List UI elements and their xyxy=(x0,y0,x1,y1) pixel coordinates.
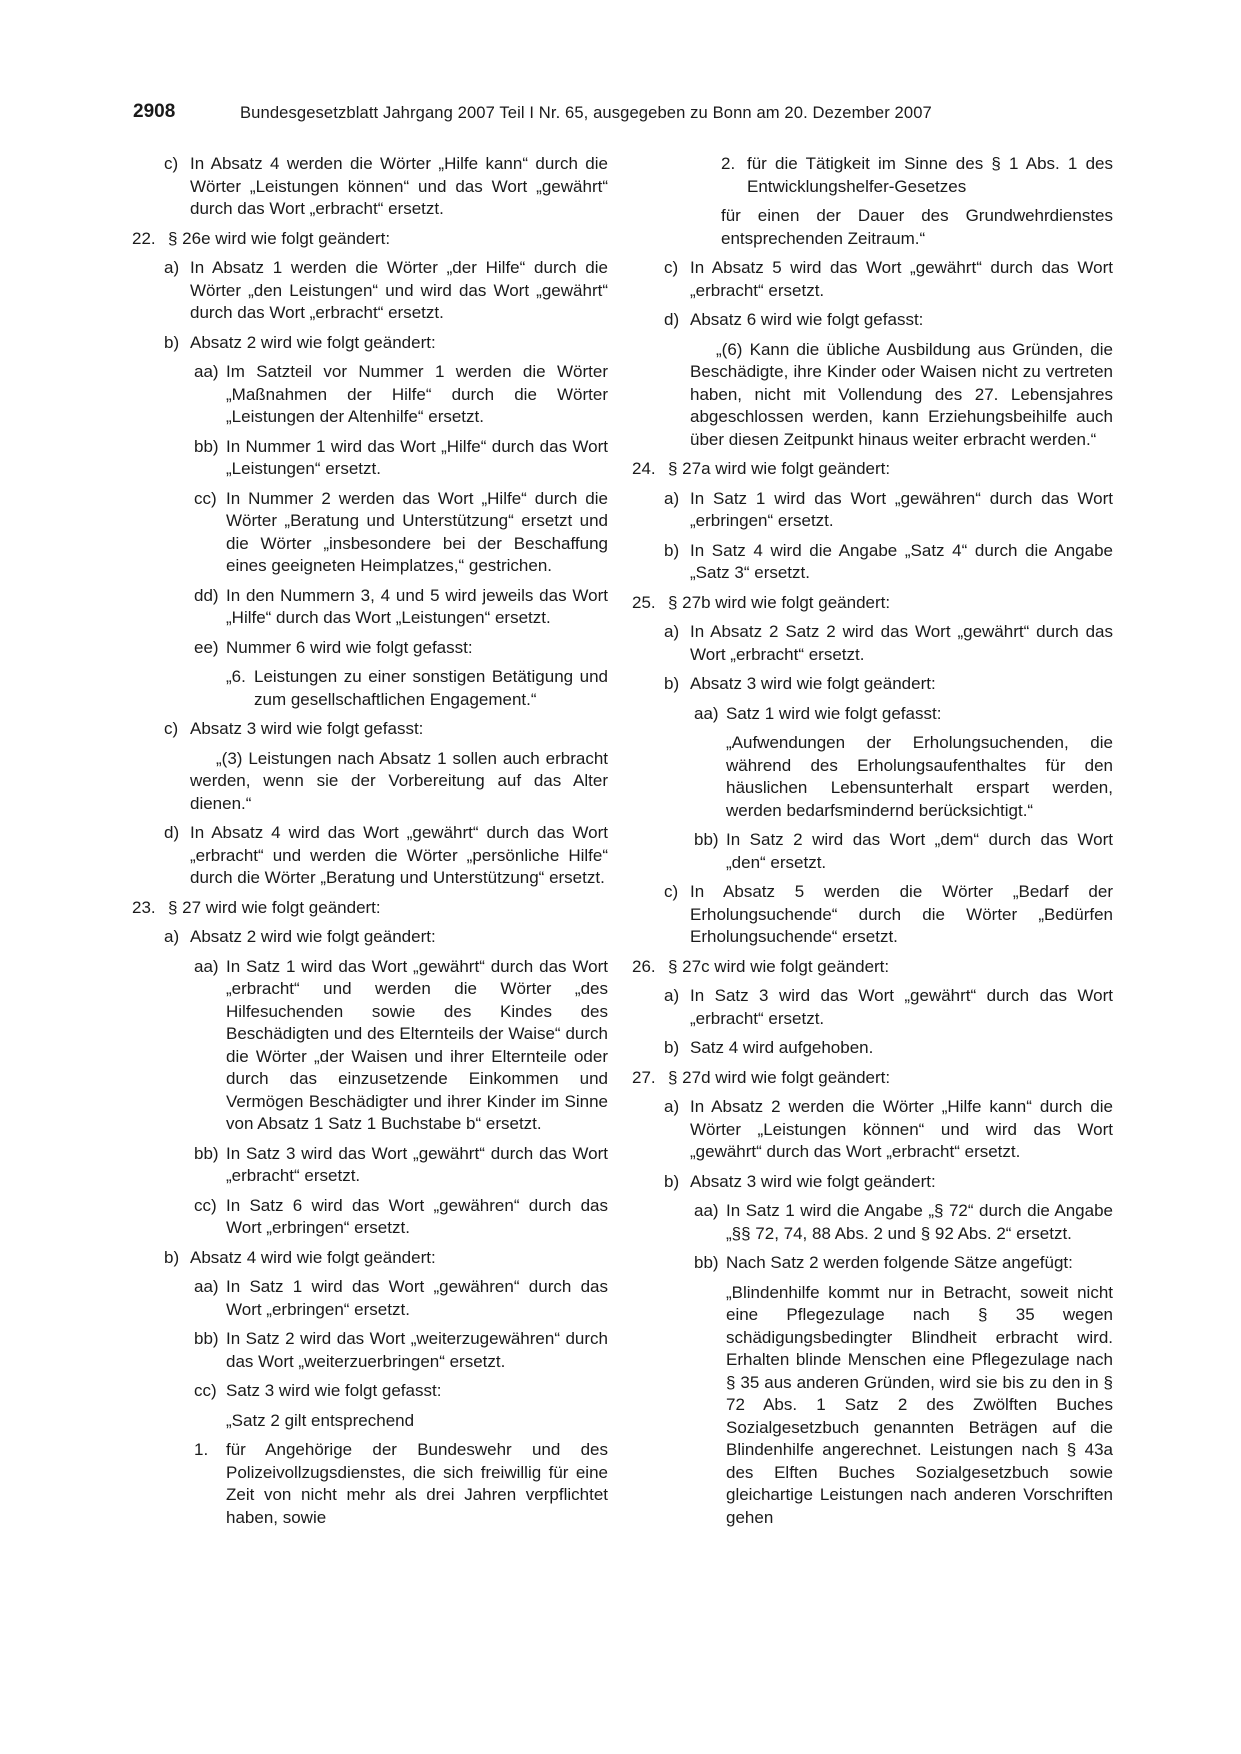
item-text: In Satz 3 wird das Wort „gewährt“ durch das Wort „erbracht“ ersetzt. xyxy=(690,986,1113,1028)
item-text: In Satz 2 wird das Wort „weiterzugewähren“ durch das Wort „weiterzuerbringen“ ersetzt. xyxy=(226,1329,608,1371)
item-text: In Satz 3 wird das Wort „gewährt“ durch das Wort „erbracht“ ersetzt. xyxy=(226,1143,608,1185)
item-label: c) xyxy=(164,719,179,738)
item-text: In Satz 1 wird das Wort „gewährt“ durch das Wort „erbracht“ und werden die Wörter „des Hilfesuchenden sowie des Kindes des Beschädigten und des Elternteils der Waise“ durch die Wörter „der Waisen und ihrer Elternteile oder durch das einzusetzende Einkommen und Vermögen Beschädigter und ihrer Kinder im Sinne von Absatz 1 Satz 1 Buchstabe b“ ersetzt. xyxy=(226,956,608,1133)
list-item xyxy=(664,1096,1113,1164)
list-item xyxy=(664,309,1113,332)
item-text: In Satz 6 wird das Wort „gewähren“ durch das Wort „erbringen“ ersetzt. xyxy=(226,1195,608,1237)
item-text: § 27 wird wie folgt geändert: xyxy=(168,897,381,917)
item-text: Satz 4 wird aufgehoben. xyxy=(690,1038,874,1057)
list-item xyxy=(694,1252,1113,1275)
item-label: cc) xyxy=(194,1381,217,1400)
list-item xyxy=(194,1195,608,1240)
item-text: In Satz 1 wird die Angabe „§ 72“ durch die Angabe „§§ 72, 74, 88 Abs. 2 und § 92 Abs. 2“ ersetzt. xyxy=(726,1201,1113,1243)
item-label: 2. xyxy=(721,154,736,173)
item-label: bb) xyxy=(694,1253,719,1272)
list-item xyxy=(194,1143,608,1188)
list-item xyxy=(694,703,1113,726)
item-text: In Absatz 5 werden die Wörter „Bedarf der Erholungsuchende“ durch die Wörter „Bedürfen Erholungsuchende“ ersetzt. xyxy=(690,882,1113,946)
list-item xyxy=(632,458,1113,481)
left-column xyxy=(132,153,608,1536)
item-label: aa) xyxy=(194,956,219,976)
list-item xyxy=(664,881,1113,949)
item-label: a) xyxy=(664,488,680,508)
item-label: c) xyxy=(664,258,679,277)
item-label: a) xyxy=(164,927,180,946)
item-text: § 27a wird wie folgt geändert: xyxy=(668,459,891,478)
item-text: In den Nummern 3, 4 und 5 wird jeweils das Wort „Hilfe“ durch das Wort „Leistungen“ ersetzt. xyxy=(226,585,608,627)
item-label: cc) xyxy=(194,1195,217,1215)
list-item xyxy=(164,822,608,890)
list-item xyxy=(664,621,1113,666)
list-item xyxy=(664,257,1113,302)
item-label: 26. xyxy=(632,956,656,976)
item-text: Absatz 3 wird wie folgt geändert: xyxy=(690,1171,936,1191)
item-label: a) xyxy=(664,1097,680,1116)
item-text: Absatz 4 wird wie folgt geändert: xyxy=(190,1247,436,1267)
list-item xyxy=(132,897,608,920)
item-text: Nummer 6 wird wie folgt gefasst: xyxy=(226,637,473,657)
item-label: b) xyxy=(664,1171,680,1191)
list-item xyxy=(164,1247,608,1270)
item-text: In Absatz 5 wird das Wort „gewährt“ durch das Wort „erbracht“ ersetzt. xyxy=(690,258,1113,300)
item-text: In Absatz 1 werden die Wörter „der Hilfe“ durch die Wörter „den Leistungen“ und wird das Wort „gewährt“ durch das Wort „erbracht“ ersetzt. xyxy=(190,258,608,322)
list-item xyxy=(194,585,608,630)
item-text: Absatz 2 wird wie folgt geändert: xyxy=(190,927,436,946)
item-label: aa) xyxy=(194,1277,219,1296)
item-label: b) xyxy=(664,674,680,693)
item-text: § 27c wird wie folgt geändert: xyxy=(668,956,890,976)
list-item xyxy=(664,1171,1113,1194)
list-item xyxy=(164,926,608,949)
list-item xyxy=(694,829,1113,874)
item-text: § 27b wird wie folgt geändert: xyxy=(668,592,891,612)
quote-paragraph: „(6) Kann die übliche Ausbildung aus Gründen, die Beschädigte, ihre Kinder oder Waisen nicht zu vertreten haben, nicht mit Vollendung des 27. Lebensjahres abgeschlossen werden, kann Erziehungsbeihilfe auch über diesen Zeitpunkt hinaus weiter erbracht werden.“ xyxy=(690,339,1113,449)
list-item xyxy=(632,956,1113,979)
quote-paragraph: für einen der Dauer des Grundwehrdienstes entsprechenden Zeitraum.“ xyxy=(721,206,1113,248)
page-number: 2908 xyxy=(133,101,176,122)
quote-paragraph: „Satz 2 gilt entsprechend xyxy=(226,1410,415,1430)
item-label: c) xyxy=(164,154,179,173)
item-label: 27. xyxy=(632,1067,656,1087)
item-label: „6. xyxy=(226,667,246,686)
item-label: aa) xyxy=(694,703,719,723)
item-label: b) xyxy=(664,540,680,560)
item-label: bb) xyxy=(194,1329,219,1348)
right-column xyxy=(632,153,1113,1536)
item-label: b) xyxy=(164,332,180,352)
item-label: ee) xyxy=(194,637,219,657)
list-item xyxy=(632,592,1113,615)
item-label: a) xyxy=(664,622,680,641)
quote-paragraph: „(3) Leistungen nach Absatz 1 sollen auch erbracht werden, wenn sie der Vorbereitung auf das Alter dienen.“ xyxy=(190,748,608,813)
list-item xyxy=(194,1328,608,1373)
list-item xyxy=(164,153,608,221)
list-item xyxy=(194,488,608,578)
item-label: a) xyxy=(164,258,180,277)
list-item xyxy=(664,985,1113,1030)
item-text: In Satz 2 wird das Wort „dem“ durch das Wort „den“ ersetzt. xyxy=(726,830,1113,872)
item-label: c) xyxy=(664,882,679,901)
item-text: Absatz 3 wird wie folgt geändert: xyxy=(690,674,936,693)
header-title: Bundesgesetzblatt Jahrgang 2007 Teil I Nr. 65, ausgegeben zu Bonn am 20. Dezember 2007 xyxy=(240,103,932,122)
item-text: In Absatz 2 Satz 2 wird das Wort „gewährt“ durch das Wort „erbracht“ ersetzt. xyxy=(690,622,1113,664)
list-item xyxy=(194,637,608,660)
list-item xyxy=(132,228,608,251)
item-label: 1. xyxy=(194,1440,209,1459)
list-item xyxy=(664,673,1113,696)
item-text: für Angehörige der Bundeswehr und des Polizeivollzugsdienstes, die sich freiwillig für eine Zeit von nicht mehr als drei Jahren verpflichtet haben, sowie xyxy=(226,1440,608,1527)
list-item xyxy=(664,1037,1113,1060)
item-text: Satz 3 wird wie folgt gefasst: xyxy=(226,1381,442,1400)
item-text: In Nummer 1 wird das Wort „Hilfe“ durch das Wort „Leistungen“ ersetzt. xyxy=(226,436,608,478)
page-header xyxy=(133,101,1113,127)
item-label: 24. xyxy=(632,459,656,478)
item-label: a) xyxy=(664,986,680,1005)
item-text: In Satz 1 wird das Wort „gewähren“ durch das Wort „erbringen“ ersetzt. xyxy=(690,488,1113,530)
item-text: In Satz 4 wird die Angabe „Satz 4“ durch die Angabe „Satz 3“ ersetzt. xyxy=(690,540,1113,582)
item-label: 23. xyxy=(132,897,156,917)
item-text: In Nummer 2 werden das Wort „Hilfe“ durch die Wörter „Beratung und Unterstützung“ ersetzt und die Wörter „insbesondere bei der Beschaffung eines geeigneten Heimplatzes,“ gestrichen. xyxy=(226,488,608,575)
item-text: Absatz 6 wird wie folgt gefasst: xyxy=(690,310,924,329)
item-text: Satz 1 wird wie folgt gefasst: xyxy=(726,703,942,723)
list-item xyxy=(632,1067,1113,1090)
item-text: Absatz 3 wird wie folgt gefasst: xyxy=(190,719,424,738)
list-item xyxy=(164,257,608,325)
item-label: dd) xyxy=(194,585,219,605)
item-text: In Satz 1 wird das Wort „gewähren“ durch das Wort „erbringen“ ersetzt. xyxy=(226,1277,608,1319)
item-text: § 26e wird wie folgt geändert: xyxy=(168,228,391,248)
item-label: d) xyxy=(164,823,180,842)
list-item xyxy=(194,361,608,429)
quote-paragraph: „Blindenhilfe kommt nur in Betracht, soweit nicht eine Pflegezulage nach § 35 wegen schädigungsbedingter Blindheit erbracht wird. Erhalten blinde Menschen eine Pflegezulage nach § 35 aus anderen Gründen, wird sie bis zu den in § 72 Abs. 1 Satz 2 des Zwölften Buches Sozialgesetzbuch genannten Beträgen auf die Blindenhilfe angerechnet. Leistungen nach § 43a des Elften Buches Sozialgesetzbuch sowie gleichartige Leistungen nach anderen Vorschriften gehen xyxy=(726,1282,1113,1527)
list-item xyxy=(164,332,608,355)
item-text: Leistungen zu einer sonstigen Betätigung und zum gesellschaftlichen Engagement.“ xyxy=(254,667,608,709)
list-item xyxy=(194,436,608,481)
item-label: b) xyxy=(664,1038,680,1057)
list-item xyxy=(194,956,608,1136)
item-text: Absatz 2 wird wie folgt geändert: xyxy=(190,332,436,352)
list-item xyxy=(194,1380,608,1403)
list-item xyxy=(721,153,1113,198)
item-text: Nach Satz 2 werden folgende Sätze angefügt: xyxy=(726,1253,1073,1272)
item-label: bb) xyxy=(194,436,219,456)
item-text: für die Tätigkeit im Sinne des § 1 Abs. 1 des Entwicklungshelfer-Gesetzes xyxy=(747,154,1113,196)
item-label: b) xyxy=(164,1247,180,1267)
item-text: In Absatz 2 werden die Wörter „Hilfe kann“ durch die Wörter „Leistungen können“ und wird das Wort „gewährt“ durch das Wort „erbracht“ ersetzt. xyxy=(690,1097,1113,1161)
item-label: bb) xyxy=(694,830,719,849)
quote-paragraph: „Aufwendungen der Erholungsuchenden, die während des Erholungsaufenthaltes für den häuslichen Lebensunterhalt erspart werden, werden bedarfsmindernd berücksichtigt.“ xyxy=(726,733,1113,820)
list-item xyxy=(194,1276,608,1321)
item-text: Im Satzteil vor Nummer 1 werden die Wörter „Maßnahmen der Hilfe“ durch die Wörter „Leistungen der Altenhilfe“ ersetzt. xyxy=(226,362,608,426)
item-text: In Absatz 4 wird das Wort „gewährt“ durch das Wort „erbracht“ und werden die Wörter „persönliche Hilfe“ durch die Wörter „Beratung und Unterstützung“ ersetzt. xyxy=(190,823,608,887)
item-label: 25. xyxy=(632,592,656,612)
item-label: aa) xyxy=(694,1201,719,1220)
item-label: 22. xyxy=(132,228,156,248)
list-item xyxy=(164,718,608,741)
item-text: § 27d wird wie folgt geändert: xyxy=(668,1067,891,1087)
item-text: In Absatz 4 werden die Wörter „Hilfe kann“ durch die Wörter „Leistungen können“ und das Wort „gewährt“ durch das Wort „erbracht“ ersetzt. xyxy=(190,154,608,218)
list-item xyxy=(664,488,1113,533)
item-label: aa) xyxy=(194,362,219,381)
list-item xyxy=(194,1439,608,1529)
item-label: bb) xyxy=(194,1143,219,1163)
list-item xyxy=(226,666,608,711)
list-item xyxy=(694,1200,1113,1245)
item-label: cc) xyxy=(194,488,217,508)
item-label: d) xyxy=(664,310,680,329)
list-item xyxy=(664,540,1113,585)
